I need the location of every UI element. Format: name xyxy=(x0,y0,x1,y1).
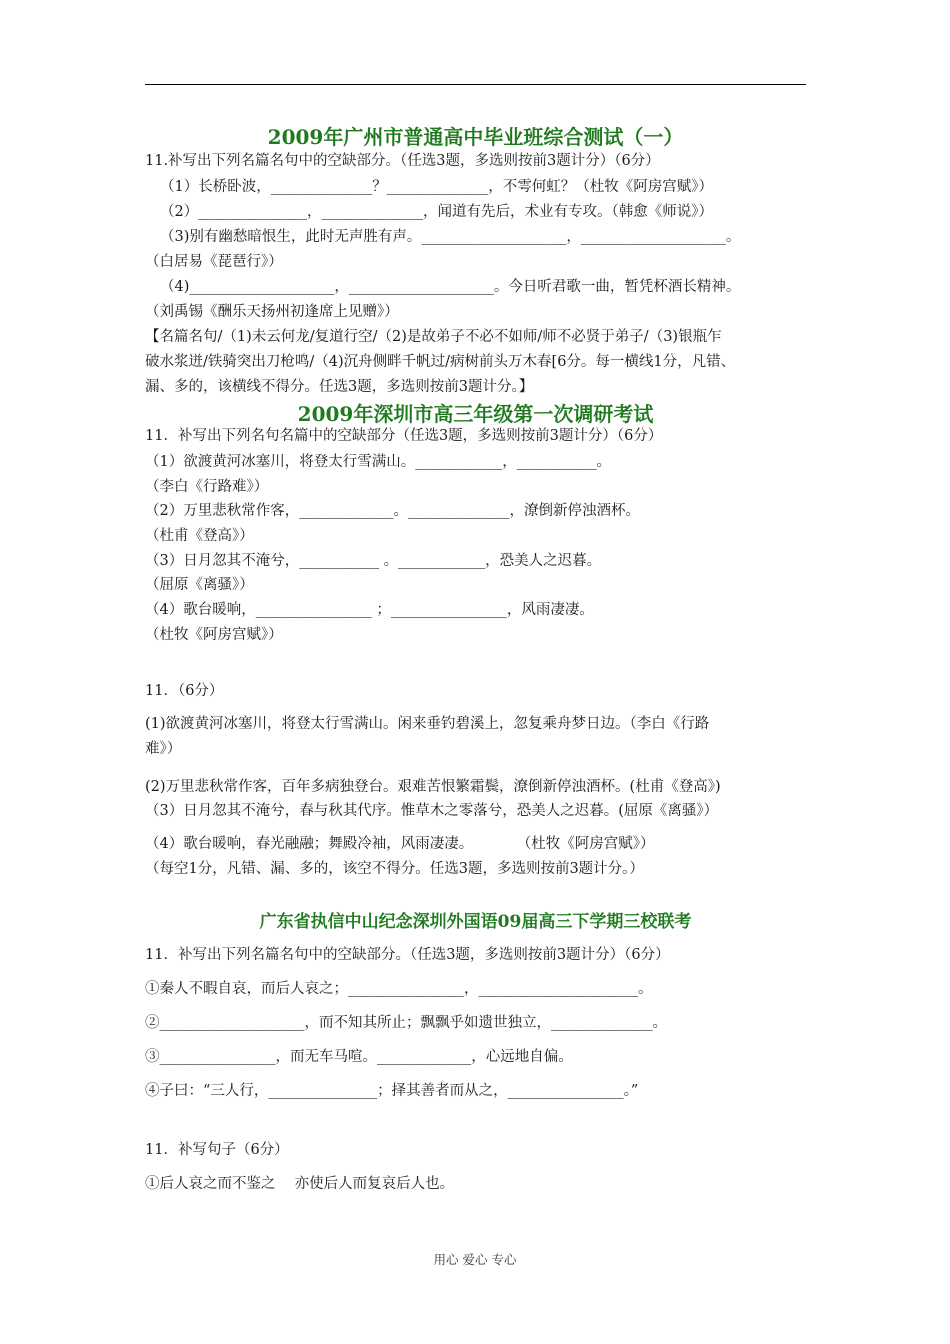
section1-item: （3)别有幽愁暗恨生，此时无声胜有声。____________________，____________________。 xyxy=(160,229,741,245)
section1-question: 11.补写出下列名篇名句中的空缺部分。（任选3题，多选则按前3题计分）（6分） xyxy=(145,153,660,169)
section2-title: 2009年深圳市高三年级第一次调研考试 xyxy=(297,402,654,426)
answer3-line: ①后人哀之而不鉴之 亦使后人而复哀后人也。 xyxy=(145,1176,455,1192)
section1-item: （4)____________________，____________________。今日听君歌一曲，暂凭杯酒长精神。 xyxy=(160,279,741,295)
answer2-heading: 11．（6分） xyxy=(145,683,224,699)
answer2-note: （每空1分，凡错、漏、多的，该空不得分。任选3题，多选则按前3题计分。） xyxy=(145,861,644,877)
section2-source: （李白《行路难》） xyxy=(145,479,269,495)
section3-item: ②____________________，而不知其所止；飘飘乎如遗世独立，______________。 xyxy=(145,1015,667,1031)
section1-answer: 破水浆迸/铁骑突出刀枪鸣/（4)沉舟侧畔千帆过/病树前头万木春[6分。每一横线1分，凡错、 xyxy=(145,354,736,370)
section1-item: （2）_______________，______________，闻道有先后，术业有专攻。（韩愈《师说》） xyxy=(160,204,713,220)
section3-item: ④子曰：“三人行，_______________；择其善者而从之，________________。” xyxy=(145,1083,639,1099)
section1-source: （刘禹锡《酬乐天扬州初逢席上见赠》） xyxy=(145,304,399,320)
answer2-line: 难》） xyxy=(145,741,182,757)
section2-source: （杜牧《阿房宫赋》） xyxy=(145,627,283,643)
answer3-heading: 11．补写句子（6分） xyxy=(145,1142,289,1158)
answer2-line: (2)万里悲秋常作客，百年多病独登台。艰难苦恨繁霜鬓，潦倒新停浊酒杯。(杜甫《登高》) xyxy=(145,779,721,795)
section3-item: ③________________，而无车马喧。_____________，心远地自偏。 xyxy=(145,1049,573,1065)
header-rule xyxy=(145,84,806,85)
answer2-line: （3）日月忽其不淹兮，春与秋其代序。惟草木之零落兮，恐美人之迟暮。(屈原《离骚》） xyxy=(145,803,719,819)
section1-answer: 【名篇名句/（1)未云何龙/复道行空/（2)是故弟子不必不如师/师不必贤于弟子/（3)银瓶乍 xyxy=(145,329,722,345)
answer2-line: (1)欲渡黄河冰塞川，将登太行雪满山。闲来垂钓碧溪上，忽复乘舟梦日边。（李白《行路 xyxy=(145,716,710,732)
section1-item: （1）长桥卧波，______________？______________，不雩何虹？（杜牧《阿房宫赋》） xyxy=(160,179,713,195)
section1-source: （白居易《琵琶行》） xyxy=(145,254,283,270)
section2-item: （4）歌台暖响，________________ ；________________，风雨凄凄。 xyxy=(145,602,594,618)
answer2-line: （4）歌台暖响，春光融融；舞殿冷袖，风雨凄凄。 （杜牧《阿房宫赋》） xyxy=(145,836,655,852)
section3-item: ①秦人不暇自哀，而后人哀之；________________，______________________。 xyxy=(145,981,653,997)
section1-answer: 漏、多的，该横线不得分。任选3题，多选则按前3题计分。】 xyxy=(145,379,534,395)
section1-title: 2009年广州市普通高中毕业班综合测试（一） xyxy=(267,125,684,149)
section3-question: 11．补写出下列名篇名句中的空缺部分。（任选3题，多选则按前3题计分）（6分） xyxy=(145,947,670,963)
section3-title: 广东省执信中山纪念深圳外国语09届高三下学期三校联考 xyxy=(259,912,692,932)
page-footer: 用心 爱心 专心 xyxy=(433,1252,517,1267)
section2-source: （杜甫《登高》） xyxy=(145,528,254,544)
section2-question: 11．补写出下列名句名篇中的空缺部分（任选3题，多选则按前3题计分）（6分） xyxy=(145,428,663,444)
section2-item: （1）欲渡黄河冰塞川，将登太行雪满山。____________，___________。 xyxy=(145,454,611,470)
section2-source: （屈原《离骚》） xyxy=(145,577,254,593)
section2-item: （3）日月忽其不淹兮，___________ 。____________，恐美人之迟暮。 xyxy=(145,553,602,569)
section2-item: （2）万里悲秋常作客，_____________。______________，潦倒新停浊酒杯。 xyxy=(145,503,640,519)
